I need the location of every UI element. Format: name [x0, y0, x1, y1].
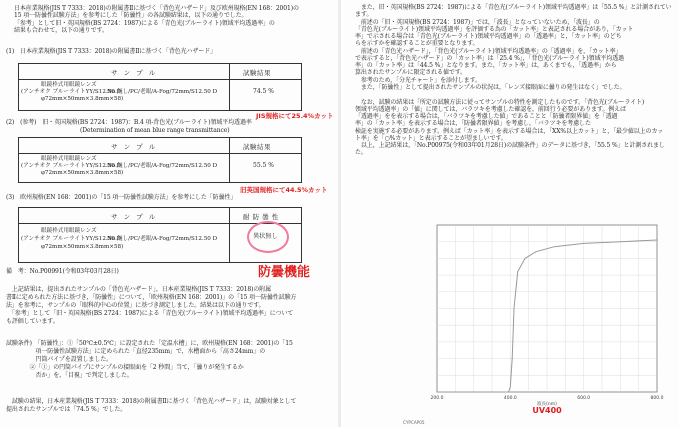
body-line: らを示すかを確認することが重要となります。: [355, 40, 479, 47]
paragraph-line: 項一防曇性試験方法」に定められた「直径235mm」で，水槽面から「高さ24mm」の: [6, 348, 266, 355]
antifog-annotation: 防曇機能: [258, 265, 311, 280]
result-value: 74.5 %: [253, 88, 274, 95]
sample-name: 眼鏡枠式用眼鏡レンズ: [41, 156, 97, 162]
table-header-result: 耐 防 曇 性: [243, 213, 279, 221]
sample-name: (アンチオク ブルーライトYY/S12.50 D,: [21, 89, 123, 95]
sample-name: φ72mm×50mm×3.8mm×58): [41, 96, 124, 102]
table-header-sample: サ ン プ ル: [111, 213, 158, 221]
paragraph-line: 試験条件) 「防曇性」：①「50℃±0.5℃」に設定された「定温水槽」に，欧州規格(EN 168：2001)の「15: [6, 340, 293, 347]
spectral-chart-svg: [341, 200, 679, 427]
sample-name: (アンチオク ブルーライトYY/S12.50 D,: [21, 163, 123, 169]
intro-line: 日本産業規格(JIS T 7333：2018)の附属書Ⅱに基づく「背色光ハザード」及び欧州規格(EN 168：2001)の: [14, 5, 299, 12]
body-line: また，旧・英国規格(BS 2724：1987)による「青色光(ブルーライト)領域平均透過率」は「55.5 %」と計測されてい: [355, 4, 672, 11]
body-line: で表示すると，「背色光ハザード」の「カット率」は「25.4 %」，「背色光(ブルーライト)領域平均透過: [355, 55, 625, 62]
body-line: 前述の「青色光ハザード」，「背色光(ブルーライト)領域平均透過率」の「透過率」を，「カット率」: [355, 48, 622, 55]
body-line: 領域平均透過率」の「値」に関しては，バラツキを考慮した確認を，前回行う必要があります。例えば: [355, 106, 626, 113]
jis-cut-annotation: JIS規格にて25.4%カット: [256, 112, 334, 120]
table-header-result: 試験結果: [243, 143, 271, 151]
x-tick-label: 800.0: [650, 396, 664, 401]
intro-line: 結果も合わせて，以下の通りです。: [14, 27, 108, 34]
sample-name: 眼鏡枠式用眼鏡レンズ: [41, 82, 97, 88]
result-value: 異状無し: [253, 233, 278, 240]
body-line: 率」の「カット率」を表示する場合は，「防曇者限界値」を考慮し，「バラツキを考慮した: [355, 120, 591, 127]
paragraph-line: 提出されたサンプルでは「74.5 %」でした。: [6, 406, 127, 413]
spectral-chart: [341, 200, 679, 427]
paragraph-line: 法」を参考に，サンプルの「眼科的中心の位置」に基づき測定しました。結果は以下の通りです。: [6, 302, 265, 309]
x-tick-label: 600.0: [577, 396, 591, 401]
paragraph-line: 否か」を，「目視」で判定しました。: [6, 372, 133, 379]
body-line: 算出されたサンプルに限定される値です。: [355, 69, 467, 76]
paragraph-line: ②「①」の円筒パイプにサンプルの接眼面を「2 秒間」当て，「曇りが発生するか: [6, 364, 244, 371]
body-line: ます。: [355, 11, 373, 18]
paragraph-line: 上記結果は，提出されたサンプルの「背色光ハザード」，日本産業規格(JIS T 7333：2018)の附属: [6, 286, 272, 293]
sample-name: (アンチオク ブルーライトYY/S12.50 D,: [21, 236, 123, 242]
sample-name: φ72mm×50mm×3.8mm×58): [41, 170, 124, 176]
uv400-annotation: UV400: [532, 406, 562, 415]
section3-title: (3) 欧州規格(EN 168：2001)の「15 項一防曇性試験方法」を参考にした「防曇性」: [6, 194, 237, 201]
table-header-sample: サ ン プ ル: [111, 143, 158, 151]
body-line: た。: [355, 149, 367, 156]
body-line: 「透過率」をを表示する場合は，「バラツキを考慮した値」であることと「防曇者限界値」を「透過: [355, 113, 618, 120]
table-header-sample: サ ン プ ル: [111, 69, 158, 77]
paragraph-line: も評価しています。: [6, 318, 59, 325]
paragraph-line: 円筒パイプを設置しました。: [6, 356, 113, 363]
body-line: 「青色光(ブルーライト)領域平均透過率」を評価する為の「カット率」と表記される場合があり，「カット: [355, 26, 634, 33]
sample-name: 眼鏡枠式用眼鏡レンズ: [41, 228, 97, 234]
paragraph-line: 試験の結果，日本産業規格(JIS T 7333：2018)の附属書Ⅱに基づく「背色光ハザード」は，試験対象として: [6, 398, 297, 405]
intro-line: 15 項一防曇性試験方法」を参考にした「防曇性」の各試験結果は，以下の通りでした。: [14, 12, 248, 19]
table-header-result: 試験結果: [243, 69, 271, 77]
section2-subtitle: (Determination of mean blue range transmittance): [80, 127, 230, 134]
body-line: 以上，上記結果は，「No.P00975(令和03年01月28日)の試験条件」のデータに基づき，「55.5 %」と計測されまし: [355, 142, 665, 149]
sample-name: φ72mm×50mm×3.8mm×58): [41, 244, 124, 250]
x-tick-label: 400.0: [503, 396, 517, 401]
bs-cut-annotation: 旧英国規格にて44.5%カット: [240, 186, 328, 194]
paragraph-line: 書Ⅱに定められた方法に基づき，「防曇性」について，「欧州規格(EN 168：2001)」の「15 項一防曇性試験方: [6, 294, 297, 301]
results-table-2: [18, 137, 302, 183]
sample-spec: No.無し/PC/老眼/A-Fog/72mm/S12.50 D: [107, 163, 218, 169]
body-line: ト率」を「○%カット」と表示することが望ましいです。: [355, 135, 507, 142]
x-tick-label: 200.0: [430, 396, 444, 401]
body-line: 率」で示される場合は「青色光(ブルーライト)領域平均透過率」の「透過率」と，「カット率」のどち: [355, 33, 622, 40]
body-line: 率」の「カット率」は「44.5 %」となります。また，「カット率」は，あくまでも，「透過率」から: [355, 62, 617, 69]
body-line: 前述の「旧・英国規格(BS 2724：1987)」では，「波長」となっていないため，「波長」の: [355, 19, 600, 26]
sample-spec: No.無し/PC/老眼/A-Fog/72mm/S12.50 D: [107, 236, 218, 242]
intro-line: 「参考」として旧・英国規格(BS 2724：1987)による「青色光(ブルーライト)領域平均透過率」の: [14, 20, 275, 27]
body-line: 検証を実施する必要があります。例えば「カット率」を表示する場合は，「XX%以上カット」と，「最少値以上のカッ: [355, 128, 664, 135]
right-page: [341, 0, 679, 427]
section2-title: (2) (参考) 旧・英国規格(BS 2724：1987)：B.4 項-背色光(ブルーライト)領域平均透過率: [6, 119, 252, 126]
body-line: また，「防曇性」として提出されたサンプルの状況は，「レンズ接眼面に曇りの発生はなく」でした。: [355, 84, 626, 91]
x-axis-label: 波長(nm): [537, 402, 557, 407]
result-highlight-circle: [247, 221, 289, 253]
results-table-1: [18, 63, 302, 111]
sample-spec: No.無し/PC/老眼/A-Fog/72mm/S12.50 D: [107, 89, 218, 95]
section1-title: (1) 日本産業規格(JIS T 7333：2018)の附属書Ⅱに基づく「背色光ハザード」: [6, 48, 217, 55]
chart-footer: CYPCAP05: [403, 420, 425, 425]
paragraph-line: 「参考」として「旧・英国規格(BS 2724：1987)による「青色光(ブルーライト)領域平均透過率」について: [6, 310, 294, 317]
result-value: 55.5 %: [253, 162, 274, 169]
note-line: 備 考：No.P00991(令和03年03月28日): [6, 268, 119, 275]
body-line: 参考のため，「分光チャート」を添付します。: [355, 77, 481, 84]
left-page: [0, 0, 338, 427]
body-line: なお，試験の結果は「所定の試験方法に従ってサンプルの特性を測定したものです。「背色光(ブルーライト): [355, 99, 645, 106]
